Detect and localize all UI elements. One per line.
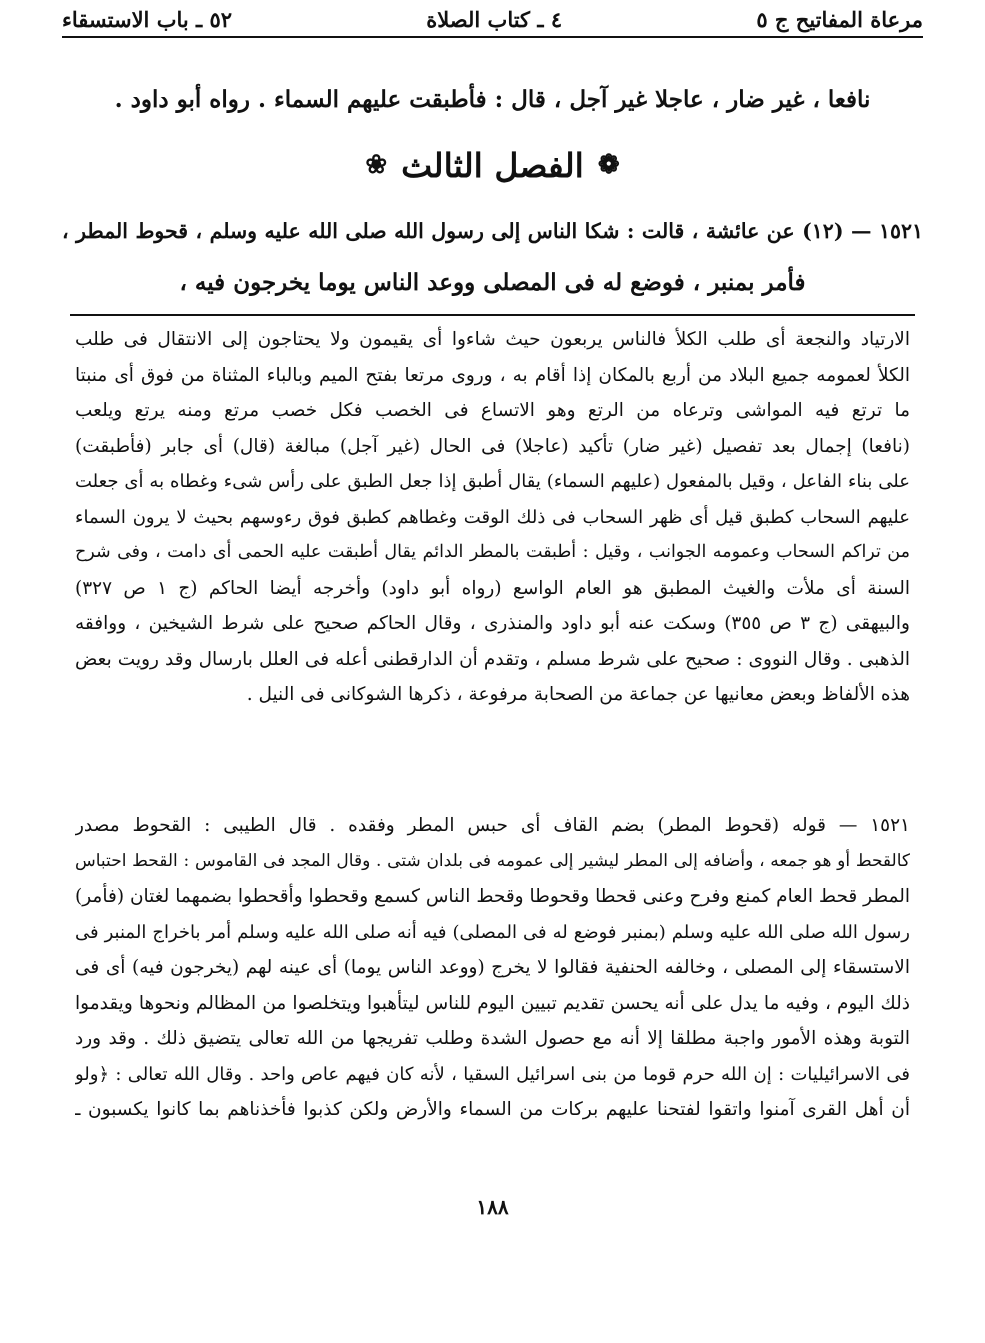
commentary-line: (نافعا) إجمال بعد تفصيل (غير ضار) تأكيد (عاجلا) فى الحال (غير آجل) مبالغة (قال) أى جابر (فأطبقت) <box>75 435 910 457</box>
commentary-line: كالقحط أو هو جمعه ، وأضافه إلى المطر ليشير إلى عمومه فى بلدان شتى . وقال المجد فى القاموس : القحط احتباس <box>75 850 910 871</box>
header-section: ٥٢ ـ باب الاستسقاء <box>62 6 233 32</box>
commentary-line: الذهبى . وقال النووى : صحيح على شرط مسلم ، وتقدم أن الدارقطنى أعله فى العلل بارسال وقد رويت بعض <box>75 648 910 670</box>
commentary-line: الكلأ لعمومه جميع البلاد من أربع بالمكان إذا أقام به ، وروى مرتعا بفتح الميم وبالباء المثناة من فوق أى منبتا <box>75 364 910 386</box>
header-book-title: مرعاة المفاتيح ج ٥ <box>756 6 923 32</box>
hadith-line: فأمر بمنبر ، فوضع له فى المصلى ووعد الناس يوما يخرجون فيه ، <box>179 269 806 296</box>
commentary-line: فى الاسرائيليات : إن الله حرم قوما من بنى اسرائيل السقيا ، لأنه كان فيهم عاص واحد . وقال الله تعالى : ﴿ولو <box>75 1063 910 1085</box>
hadith-line: ١٥٢١ — (١٢) عن عائشة ، قالت : شكا الناس إلى رسول الله صلى الله عليه وسلم ، قحوط المطر ، <box>62 219 923 243</box>
commentary-line: والبيهقى (ج ٣ ص ٣٥٥) وسكت عنه أبو داود والمنذرى ، وقال الحاكم صحيح على شرط الشيخين ، ووافقه <box>75 613 910 634</box>
commentary-line: رسول الله صلى الله عليه وسلم (بمنبر فوضع له فى المصلى) فيه أنه صلى الله عليه وسلم أمر باخراج المنبر فى <box>75 921 910 943</box>
commentary-line: ١٥٢١ — قوله (قحوط المطر) بضم القاف أى حبس المطر وفقده . قال الطيبى : القحوط مصدر <box>75 815 910 836</box>
commentary-line: على بناء الفاعل ، وقيل بالمفعول (عليهم السماء) يقال أطبق إذا جعل الطبق على رأس شىء وغطاه به أى جعلت <box>75 471 910 492</box>
commentary-line: السنة أى ملأت والغيث المطبق هو العام الواسع (رواه أبو داود) وأخرجه أيضا الحاكم (ج ١ ص ٣٢٧) <box>75 577 910 599</box>
commentary-block-1 <box>75 322 910 713</box>
commentary-line: ما ترتع فيه المواشى وترعاه من الرتع وهو الاتساع فى الخصب فكل خصب مرتع ومنه يرتع ويلعب <box>75 400 910 421</box>
commentary-line: عليهم السحاب كطبق قيل أى ظهر السحاب فى ذلك الوقت وغطاهم كطبق فوق رءوسهم بحيث لا يرون السماء <box>75 506 910 528</box>
commentary-rule <box>70 314 915 316</box>
commentary-line: أن أهل القرى آمنوا واتقوا لفتحنا عليهم بركات من السماء والأرض ولكن كذبوا فأخذناهم بما كانوا يكسبون ـ <box>75 1099 910 1120</box>
ornament-left-icon: ❀ <box>365 150 388 180</box>
commentary-line: من تراكم السحاب وعمومه الجوانب ، وقيل : أطبقت بالمطر الدائم يقال أطبقت عليه الحمى أى دامت ، وفى شرح <box>75 542 910 562</box>
hadith-text <box>62 205 923 309</box>
commentary-line: ذلك اليوم ، وفيه ما يدل على أنه يحسن تقديم تبيين اليوم للناس ليتأهبوا ويتخلصوا من المظالم ونحوها ويقدموا <box>75 992 910 1014</box>
commentary-line: التوبة وهذه الأمور واجبة مطلقا إلا أنه مع حصول الشدة وطلب تفريجها من الله تعالى يتضيق ذلك . وقد ورد <box>75 1028 910 1049</box>
hadith-tail: نافعا ، غير ضار ، عاجلا غير آجل ، قال : فأطبقت عليهم السماء . رواه أبو داود . <box>114 86 871 113</box>
running-header <box>62 4 923 34</box>
page-number: ١٨٨ <box>476 1195 509 1219</box>
commentary-line: هذه الألفاظ وبعض معانيها عن جماعة من الصحابة مرفوعة ، ذكرها الشوكانى فى النيل . <box>246 684 910 705</box>
commentary-block-2 <box>75 808 910 1128</box>
section-title: الفصل الثالث <box>401 145 584 185</box>
commentary-line: الارتياد والنجعة أى طلب الكلأ فالناس يربعون حيث شاءوا أى يقيمون ولا يحتاجون إلى الانتقال فى طلب <box>75 329 910 350</box>
ornament-right-icon: ❁ <box>597 150 620 180</box>
commentary-line: المطر قحط العام كمنع وفرح وعنى قحطا وقحوطا وقحط الناس كسمع وقحطوا وأقحطوا بضمهما لغتان (فأمر) <box>75 886 910 907</box>
section-heading <box>62 140 923 190</box>
header-chapter: ٤ ـ كتاب الصلاة <box>426 6 563 32</box>
header-rule <box>62 36 923 38</box>
commentary-line: الاستسقاء إلى المصلى ، وخالفه الحنفية فقالوا لا يخرج (ووعد الناس يوما) أى عينه لهم (يخرجون فيه) أى فى <box>75 957 910 978</box>
